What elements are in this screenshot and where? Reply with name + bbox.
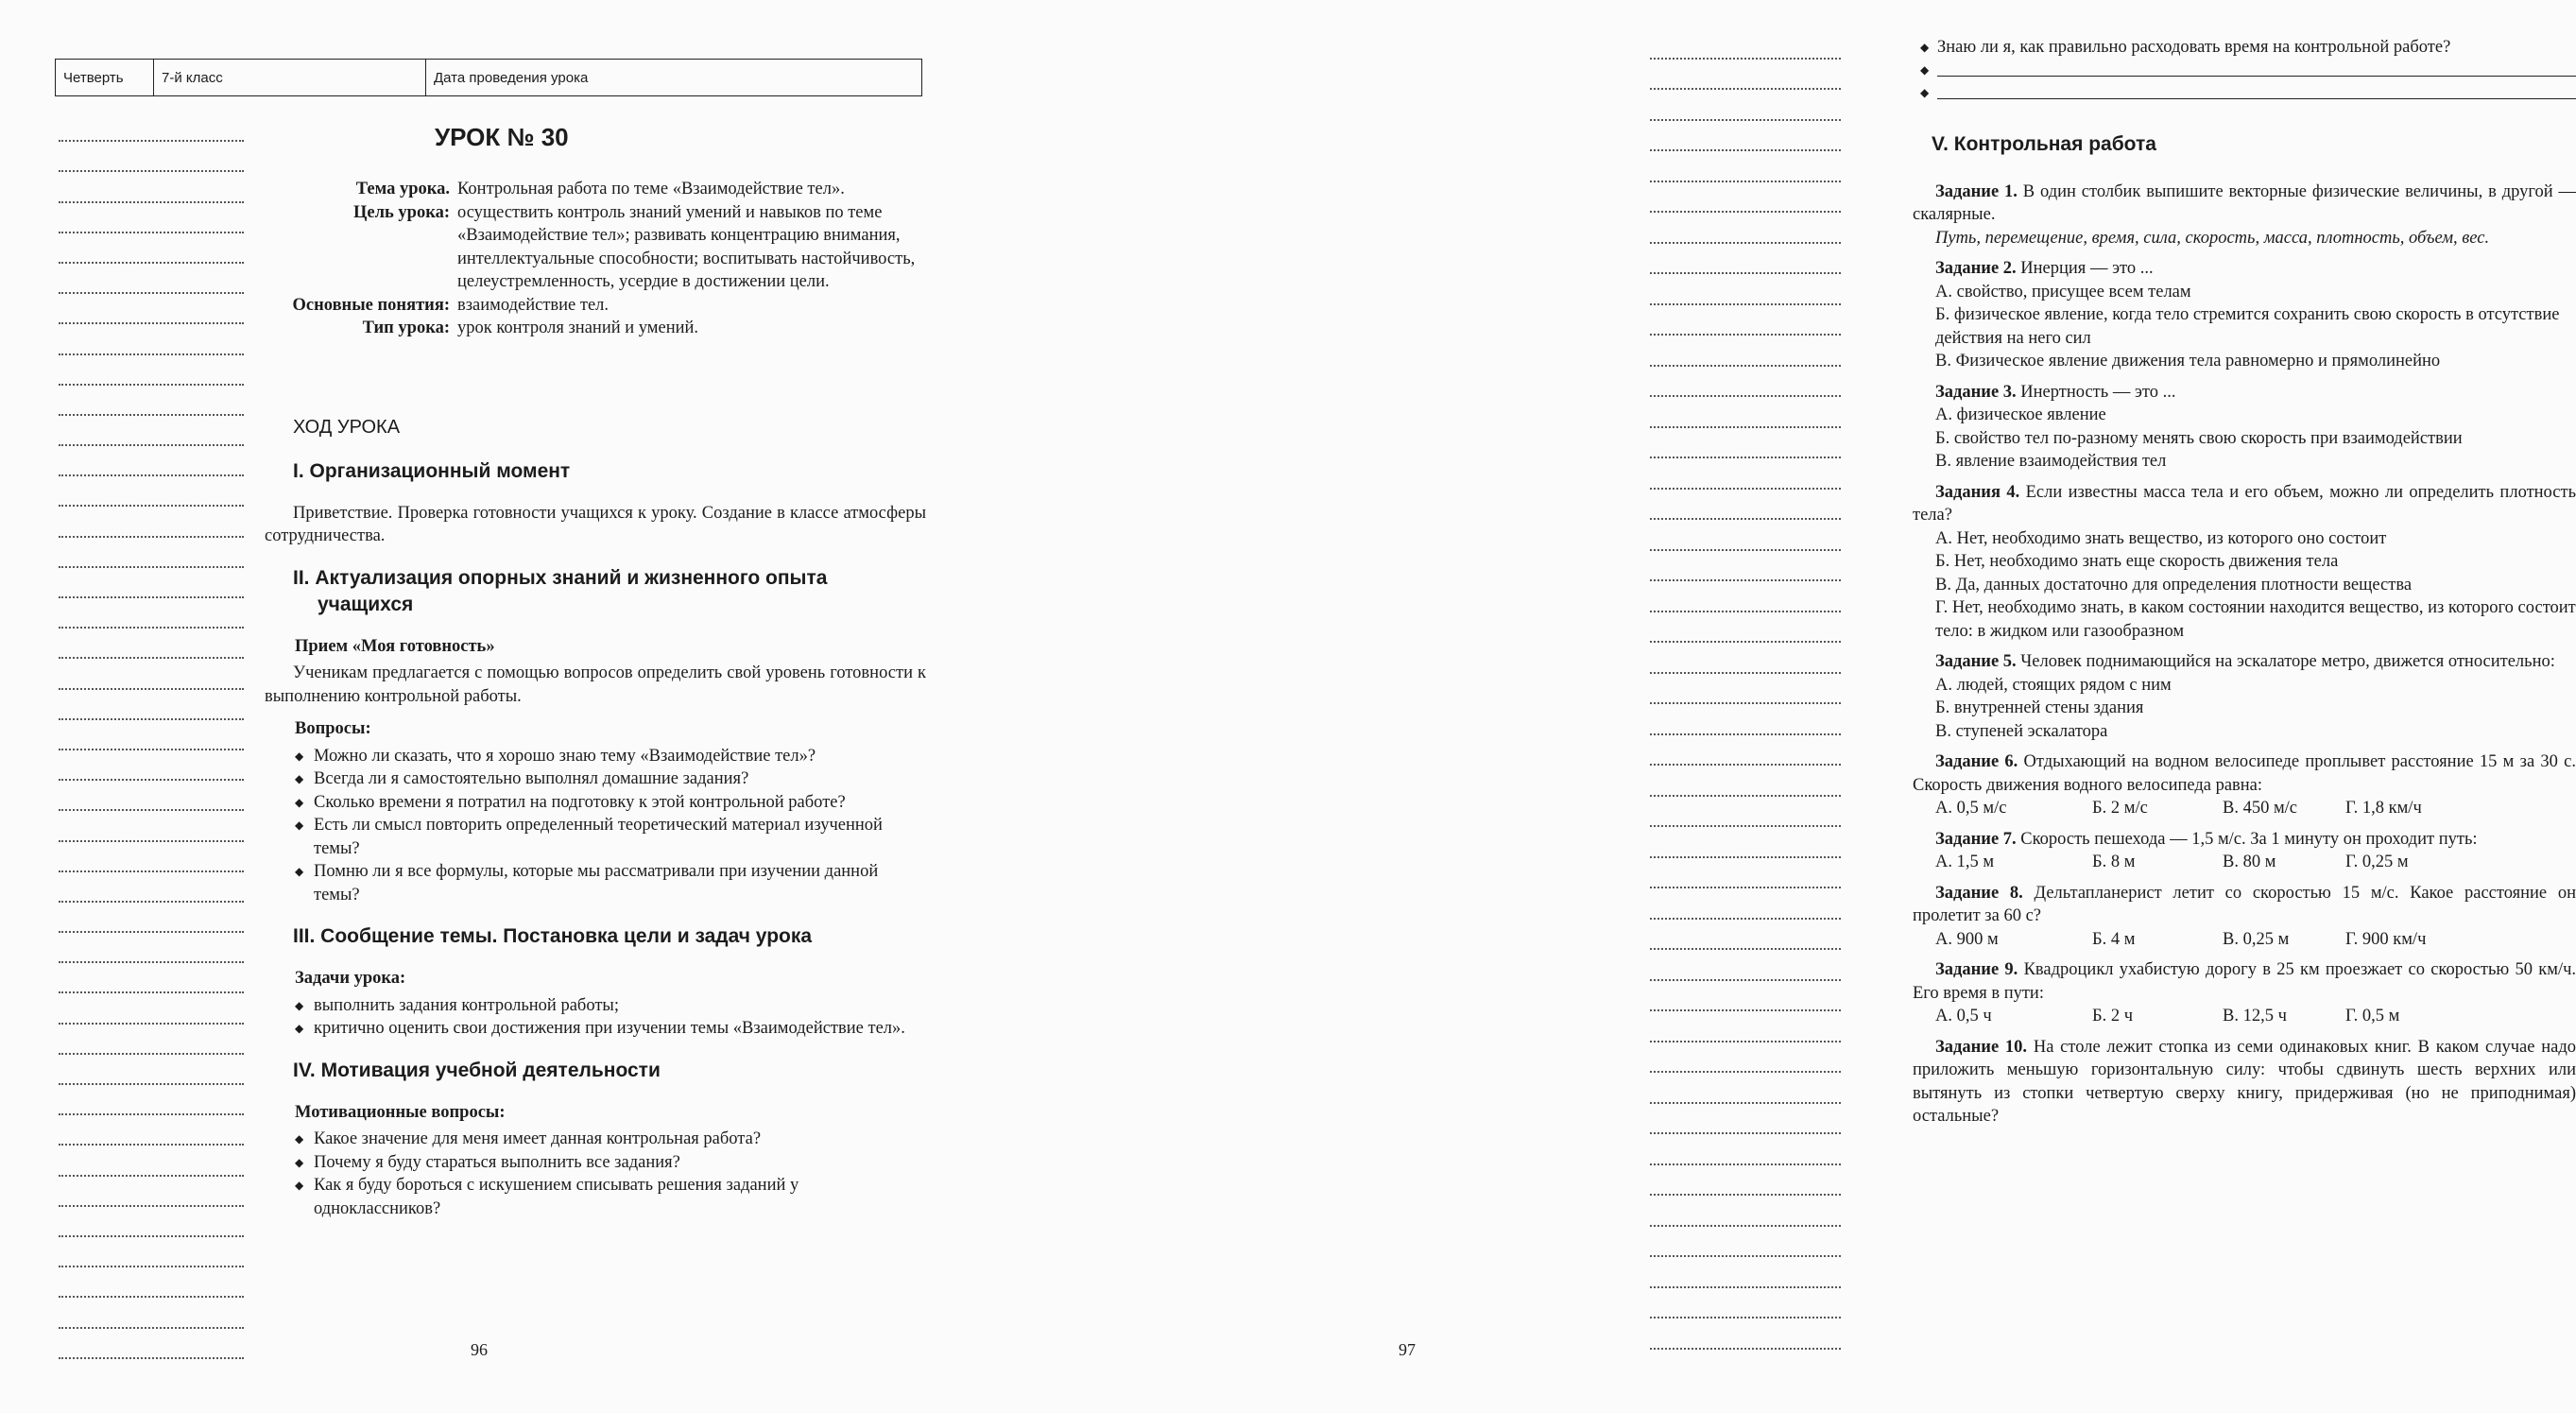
- note-line: [1650, 797, 1841, 828]
- task-text: Если известны масса тела и его объем, можно ли определить плотность тела?: [1913, 482, 2576, 525]
- note-line: [59, 1177, 244, 1207]
- section-2-title: [293, 565, 926, 618]
- info-key: Основные понятия:: [292, 295, 450, 315]
- lesson-info: [255, 178, 926, 340]
- note-line: [1650, 704, 1841, 735]
- info-value: урок контроля знаний и умений.: [457, 319, 699, 337]
- note-line: [1650, 182, 1841, 214]
- task-2: [1913, 257, 2576, 373]
- note-line: [59, 993, 244, 1024]
- task-option: А. людей, стоящих рядом с ним: [1935, 675, 2172, 695]
- date-cell: Дата проведения урока: [434, 69, 589, 86]
- section-2-questions: [265, 745, 926, 907]
- info-key: Цель урока:: [353, 202, 450, 222]
- task-option: А. 0,5 ч: [1935, 1007, 1992, 1025]
- note-line: [1650, 981, 1841, 1012]
- note-line: [59, 903, 244, 933]
- note-line: [59, 386, 244, 416]
- note-line: [59, 142, 244, 172]
- right-notes-column: [1650, 28, 1841, 1350]
- quarter-cell: Четверть: [56, 60, 154, 95]
- info-value: взаимодействие тел.: [457, 295, 610, 315]
- task-option: В. 450 м/с: [2223, 799, 2298, 818]
- left-page: [0, 0, 945, 1413]
- note-line: [1650, 950, 1841, 981]
- list-item: ◆ Есть ли смысл повторить определенный теоретический материал изученной темы?: [295, 814, 926, 860]
- note-line: [1650, 1288, 1841, 1319]
- task-option: В. 80 м: [2223, 853, 2276, 871]
- note-line: [1650, 1043, 1841, 1074]
- note-line: [1650, 244, 1841, 275]
- task-label: Задания 4.: [1935, 482, 2020, 502]
- note-line: [1650, 1257, 1841, 1288]
- note-line: [59, 1237, 244, 1267]
- task-label: Задание 5.: [1935, 652, 2017, 671]
- task-text: Отдыхающий на водном велосипеде проплывет расстояние 15 м за 30 с. Скорость движения водного велосипеда равна:: [1913, 752, 2576, 795]
- note-line: [59, 507, 244, 537]
- section-2-method: Прием «Моя готовность»: [295, 636, 495, 656]
- list-item: ◆ Почему я буду стараться выполнить все задания?: [295, 1151, 926, 1175]
- task-label: Задание 8.: [1935, 883, 2023, 903]
- task-option: В. Да, данных достаточно для определения плотности вещества: [1935, 575, 2413, 594]
- task-10: [1913, 1036, 2576, 1129]
- note-line: [1650, 1073, 1841, 1104]
- info-key: Тема урока.: [355, 180, 450, 198]
- lesson-title: УРОК № 30: [435, 123, 569, 151]
- task-option: В. явление взаимодействия тел: [1935, 452, 2167, 471]
- note-line: [59, 203, 244, 233]
- note-line: [1650, 643, 1841, 674]
- note-line: [59, 264, 244, 294]
- task-option: А. физическое явление: [1935, 405, 2106, 424]
- note-line: [59, 872, 244, 903]
- note-line: [1650, 28, 1841, 60]
- task-option: Б. 8 м: [2092, 853, 2136, 871]
- note-line: [59, 720, 244, 750]
- task-option: А. свойство, присущее всем телам: [1935, 282, 2191, 302]
- task-option: А. 1,5 м: [1935, 853, 1995, 871]
- note-line: [1650, 367, 1841, 398]
- lesson-header-box: [55, 59, 922, 96]
- note-line: [1650, 551, 1841, 582]
- note-line: [1650, 336, 1841, 367]
- task-label: Задание 2.: [1935, 259, 2017, 278]
- note-line: [59, 355, 244, 386]
- note-line: [1650, 428, 1841, 459]
- info-value: осуществить контроль знаний умений и навыков по теме «Взаимодействие тел»; развивать концентрацию внимания, интеллектуальные способности; воспитывать настойчивость, целеустремленность, усердие в достижении цели.: [457, 202, 916, 291]
- task-text: Дельтапланерист летит со скоростью 15 м/с. Какое расстояние он пролетит за 60 с?: [1913, 883, 2576, 925]
- answer-line: [1937, 98, 2576, 99]
- list-item: ◆ критично оценить свои достижения при изучении темы «Взаимодействие тел».: [295, 1017, 926, 1041]
- task-option: Г. Нет, необходимо знать, в каком состоянии находится вещество, из которого состоит тело: в жидком или газообразном: [1935, 598, 2576, 641]
- note-line: [59, 476, 244, 507]
- task-1: [1913, 181, 2576, 250]
- task-option: Б. 4 м: [2092, 929, 2136, 949]
- task-6: [1913, 750, 2576, 820]
- blank-answer-line: [1920, 60, 2576, 82]
- note-line: [1650, 490, 1841, 521]
- info-row-topic: [255, 178, 926, 201]
- section-3-title: III. Сообщение темы. Постановка цели и задач урока: [293, 925, 813, 947]
- note-line: [59, 1146, 244, 1176]
- list-item: ◆ Можно ли сказать, что я хорошо знаю тему «Взаимодействие тел»?: [295, 745, 926, 768]
- task-option: Б. внутренней стены здания: [1935, 698, 2144, 717]
- note-line: [1650, 1011, 1841, 1043]
- answer-line: [1937, 76, 2576, 77]
- list-item: ◆ Сколько времени я потратил на подготовку к этой контрольной работе?: [295, 791, 926, 815]
- list-item: ◆ Помню ли я все формулы, которые мы рассматривали при изучении данной темы?: [295, 860, 926, 906]
- task-option: А. 900 м: [1935, 929, 1999, 949]
- section-1-title: I. Организационный момент: [293, 459, 571, 482]
- task-hint: Путь, перемещение, время, сила, скорость, масса, плотность, объем, вес.: [1935, 228, 2490, 248]
- task-text: Инертность — это ...: [2020, 382, 2176, 402]
- section-3-label: Задачи урока:: [295, 969, 406, 988]
- note-line: [59, 690, 244, 720]
- task-7: [1913, 828, 2576, 874]
- note-line: [1650, 1104, 1841, 1135]
- note-line: [59, 1207, 244, 1237]
- task-text: Человек поднимающийся на эскалаторе метро, движется относительно:: [2020, 652, 2555, 671]
- task-options-row: [1913, 797, 2576, 820]
- note-line: [59, 781, 244, 811]
- note-line: [1650, 1318, 1841, 1350]
- note-line: [59, 842, 244, 872]
- note-line: [59, 811, 244, 841]
- note-line: [1650, 735, 1841, 767]
- task-3: [1913, 381, 2576, 474]
- task-option: В. ступеней эскалатора: [1935, 721, 2108, 741]
- section-3-list: [265, 994, 926, 1041]
- task-options-row: [1913, 928, 2576, 952]
- task-option: Б. 2 ч: [2092, 1007, 2134, 1025]
- task-9: [1913, 958, 2576, 1028]
- task-label: Задание 3.: [1935, 382, 2017, 402]
- task-option: Г. 900 км/ч: [2345, 929, 2427, 949]
- task-option: В. Физическое явление движения тела равномерно и прямолинейно: [1935, 352, 2441, 370]
- diamond-bullet-icon: ◆: [1920, 63, 1930, 77]
- top-question: Знаю ли я, как правильно расходовать время на контрольной работе?: [1937, 38, 2451, 57]
- note-line: [59, 538, 244, 568]
- task-label: Задание 6.: [1935, 752, 2018, 771]
- section-2-title-line2: учащихся: [318, 593, 414, 615]
- note-line: [59, 1298, 244, 1328]
- section-2-text: Ученикам предлагается с помощью вопросов определить свой уровень готовности к выполнению контрольной работы.: [265, 663, 926, 706]
- note-line: [1650, 397, 1841, 428]
- section-2-questions-label: Вопросы:: [295, 719, 371, 738]
- note-line: [59, 1267, 244, 1298]
- task-option: В. 0,25 м: [2223, 929, 2290, 949]
- note-line: [1650, 90, 1841, 121]
- list-item: ◆ выполнить задания контрольной работы;: [295, 994, 926, 1018]
- right-content: [1913, 36, 2576, 1136]
- info-value: Контрольная работа по теме «Взаимодействие тел».: [457, 180, 845, 198]
- info-key: Тип урока:: [362, 319, 450, 337]
- note-line: [59, 233, 244, 264]
- task-option: А. 0,5 м/с: [1935, 799, 2007, 818]
- task-label: Задание 9.: [1935, 960, 2018, 979]
- info-row-concepts: [255, 294, 926, 318]
- task-label: Задание 10.: [1935, 1037, 2028, 1057]
- list-item: ◆ Как я буду бороться с искушением списывать решения заданий у одноклассников?: [295, 1174, 926, 1220]
- note-line: [1650, 888, 1841, 920]
- list-item: ◆ Какое значение для меня имеет данная контрольная работа?: [295, 1128, 926, 1151]
- left-notes-column: [59, 112, 244, 1359]
- note-line: [1650, 121, 1841, 152]
- diamond-bullet-icon: ◆: [1920, 86, 1930, 99]
- left-content: [265, 416, 926, 1230]
- task-8: [1913, 882, 2576, 952]
- note-line: [1650, 1134, 1841, 1165]
- note-line: [59, 112, 244, 142]
- note-line: [1650, 674, 1841, 705]
- note-line: [1650, 827, 1841, 858]
- note-line: [1650, 520, 1841, 551]
- note-line: [59, 659, 244, 689]
- note-line: [1650, 581, 1841, 612]
- task-option: Б. физическое явление, когда тело стремится сохранить свою скорость в отсутствие действия на него сил: [1935, 305, 2560, 348]
- task-option: Г. 0,25 м: [2345, 853, 2409, 871]
- note-line: [59, 446, 244, 476]
- blank-answer-line: [1920, 82, 2576, 105]
- task-text: Скорость пешехода — 1,5 м/с. За 1 минуту он проходит путь:: [2020, 829, 2478, 849]
- note-line: [59, 1085, 244, 1115]
- note-line: [59, 598, 244, 629]
- task-option: А. Нет, необходимо знать вещество, из которого оно состоит: [1935, 528, 2387, 548]
- note-line: [59, 1115, 244, 1146]
- page-number-right: 97: [1399, 1340, 1416, 1359]
- page-number-left: 96: [471, 1340, 488, 1359]
- task-text: Квадроцикл ухабистую дорогу в 25 км проезжает со скоростью 50 км/ч. Его время в пути:: [1913, 960, 2576, 1003]
- task-5: [1913, 650, 2576, 743]
- note-line: [59, 933, 244, 963]
- note-line: [1650, 60, 1841, 91]
- task-text: На столе лежит стопка из семи одинаковых книг. В каком случае надо приложить меньшую горизонтальную силу: чтобы сдвинуть шесть верхних или вытянуть из стопки четвертую сверху книгу, придерживая (но не приподнимая) остальные?: [1913, 1037, 2576, 1126]
- note-line: [1650, 920, 1841, 951]
- task-label: Задание 7.: [1935, 829, 2017, 849]
- task-option: Б. свойство тел по-разному менять свою скорость при взаимодействии: [1935, 428, 2463, 448]
- task-option: Г. 0,5 м: [2345, 1007, 2400, 1025]
- note-line: [59, 1025, 244, 1055]
- list-item: ◆ Всегда ли я самостоятельно выполнял домашние задания?: [295, 767, 926, 791]
- course-heading: ХОД УРОКА: [293, 417, 401, 438]
- info-row-type: [255, 317, 926, 340]
- note-line: [59, 294, 244, 324]
- task-option: Б. 2 м/с: [2092, 799, 2148, 818]
- note-line: [1650, 305, 1841, 336]
- task-4: [1913, 481, 2576, 644]
- task-text: Инерция — это ...: [2020, 259, 2154, 278]
- note-line: [59, 416, 244, 446]
- note-line: [59, 963, 244, 993]
- note-line: [1650, 858, 1841, 889]
- note-line: [59, 1055, 244, 1085]
- grade-cell: 7-й класс: [154, 60, 426, 95]
- note-line: [59, 568, 244, 598]
- section-4-title: IV. Мотивация учебной деятельности: [293, 1059, 661, 1081]
- section-4-list: [265, 1128, 926, 1220]
- note-line: [1650, 274, 1841, 305]
- note-line: [1650, 213, 1841, 244]
- task-option: Б. Нет, необходимо знать еще скорость движения тела: [1935, 552, 2339, 571]
- note-line: [59, 1329, 244, 1359]
- section-5-title: V. Контрольная работа: [1932, 132, 2156, 155]
- section-4-label: Мотивационные вопросы:: [295, 1102, 506, 1122]
- note-line: [1650, 151, 1841, 182]
- task-option: В. 12,5 ч: [2223, 1007, 2287, 1025]
- task-text: В один столбик выпишите векторные физические величины, в другой — скалярные.: [1913, 181, 2576, 224]
- top-question-row: [1920, 36, 2576, 60]
- note-line: [59, 629, 244, 659]
- diamond-bullet-icon: ◆: [1920, 41, 1930, 54]
- task-options-row: [1913, 1005, 2576, 1028]
- note-line: [59, 324, 244, 354]
- section-1-text: Приветствие. Проверка готовности учащихся к уроку. Создание в классе атмосферы сотрудничества.: [265, 503, 926, 545]
- note-line: [1650, 612, 1841, 644]
- note-line: [1650, 1196, 1841, 1227]
- task-options-row: [1913, 851, 2576, 874]
- right-page: [945, 0, 2576, 1413]
- note-line: [59, 750, 244, 781]
- note-line: [1650, 1165, 1841, 1197]
- task-option: Г. 1,8 км/ч: [2345, 799, 2422, 818]
- info-row-goal: [255, 201, 926, 294]
- note-line: [1650, 458, 1841, 490]
- note-line: [59, 172, 244, 202]
- section-2-title-line1: II. Актуализация опорных знаний и жизненного опыта: [293, 566, 828, 589]
- task-label: Задание 1.: [1935, 181, 2018, 201]
- note-line: [1650, 766, 1841, 797]
- note-line: [1650, 1227, 1841, 1258]
